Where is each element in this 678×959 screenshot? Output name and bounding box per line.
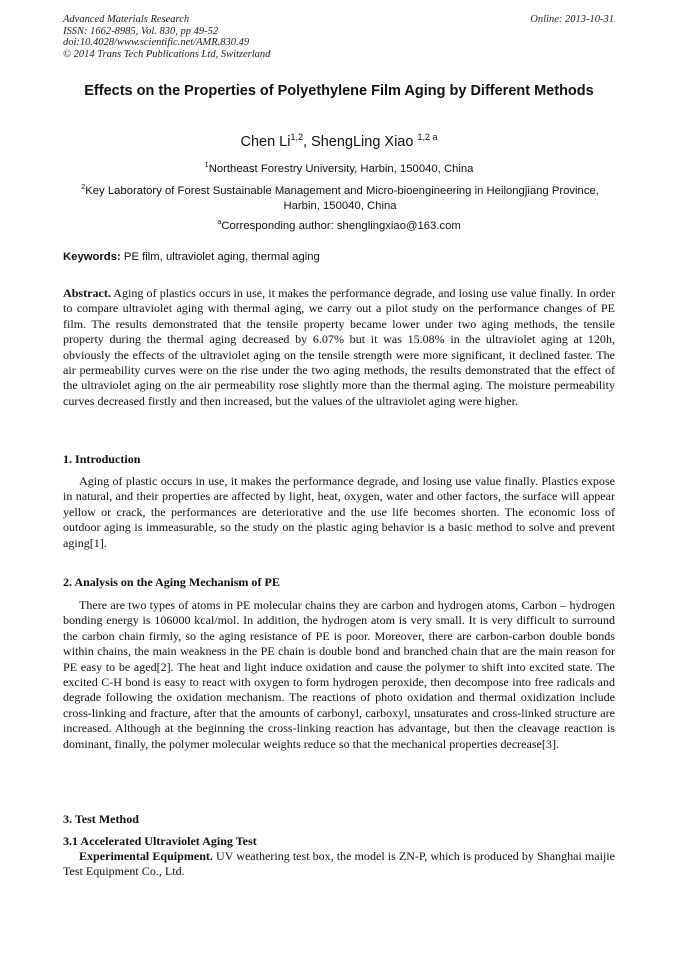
affiliation-mark: 1 [204,160,209,169]
corresponding-text: Corresponding author: shenglingxiao@163.com [221,220,461,232]
section-text-mechanism: There are two types of atoms in PE molecular chains they are carbon and hydrogen atoms, Carbon – hydrogen bonding energy is 106000 kcal/mol. In addition, the hydrogen atom is very small. It is very difficult to surround the carbon chain firmly, so the aging resistance of PE is poor. Moreover, there are carbon-carbon double bonds within chains, the main weakness in the PE chain is double bond and branched chain that are the main reason for PE easy to be aged[2]. The heat and light induce oxidation and cause the polymer to shift into excited state. The excited C-H bond is easy to react with oxygen to form hydrogen peroxide, then decompose into free radicals and degrade following the oxidation mechanism. The reactions of photo oxidation and thermal oxidization include cross-linking and fracture, after that the amounts of carbonyl, carboxyl, unsaturates and cross-linked structure are increased. Although at the beginning the cross-linking reaction has advantage, but then the cleavage reaction is dominant, finally, the polymer molecular weights reduce so that the mechanical properties decrease[3]. [63,598,615,751]
equipment-text: UV weathering test box, the model is ZN-P, which is produced by Shanghai maijie Test Equipment Co., Ltd. [63,849,615,879]
abstract-label: Abstract. [63,286,111,300]
online-date: Online: 2013-10-31 [530,14,614,25]
author-affiliation-mark: 1,2 [290,132,303,142]
section-text-introduction: Aging of plastic occurs in use, it makes the performance degrade, and losing use value finally. Plastics expose in natural, and their properties are affected by light, heat, oxygen, water and other factors, the surface will appear yellow or crack, the performances are deteriorative and the use life becomes shorten. The economic loss of outdoor aging is immeasurable, so the study on the plastic aging behavior is a basic method to solve and prevent aging[1]. [63,474,615,550]
keywords [63,251,320,263]
equipment-paragraph [63,849,615,880]
section-heading-mechanism: 2. Analysis on the Aging Mechanism of PE [63,575,280,589]
equipment-label: Experimental Equipment. [79,849,213,863]
subsection-heading-uv-aging: 3.1 Accelerated Ultraviolet Aging Test [63,834,257,848]
keywords-label: Keywords: [63,251,121,263]
author-affiliation-mark: 1,2 a [417,132,438,142]
affiliation-mark: 2 [81,182,86,191]
corresponding-author [63,214,615,234]
author-separator: , [302,134,312,150]
abstract [63,286,615,409]
affiliation-text: Key Laboratory of Forest Sustainable Management and Micro-bioengineering in Heilongjiang Province, Harbin, 150040, China [85,185,599,212]
corresponding-mark: a [217,217,222,226]
affiliation-2 [78,179,602,214]
author-line [63,132,615,150]
author-name: ShengLing Xiao [311,134,418,150]
journal-doi: doi:10.4028/www.scientific.net/AMR.830.49 [63,37,250,49]
journal-name: Advanced Materials Research [63,14,190,25]
abstract-text: Aging of plastics occurs in use, it makes the performance degrade, and losing use value finally. In order to compare ultraviolet aging with thermal aging, we carry out a pilot study on the performance changes of PE film. The results demonstrated that the tensile property became lower under two aging methods, the tensile property during the thermal aging decreased by 6.07% but it was 15.08% in the ultraviolet aging at 120h, obviously the effects of the ultraviolet aging on the tensile strength were more significant, it declined faster. The air permeability curves were on the rise under the two aging methods, the results demonstrated that the effect of the ultraviolet aging on the air permeability rose slightly more than the thermal aging. The moisture permeability curves decreased firstly and then increased, but the values of the ultraviolet aging were higher. [63,286,615,408]
section-heading-introduction: 1. Introduction [63,452,141,466]
affiliation-text: Northeast Forestry University, Harbin, 150040, China [208,163,474,175]
journal-copyright: © 2014 Trans Tech Publications Ltd, Switzerland [63,48,271,60]
keywords-text: PE film, ultraviolet aging, thermal aging [120,251,320,263]
affiliation-1 [63,157,615,177]
author-name: Chen Li [240,134,291,150]
section-heading-test-method: 3. Test Method [63,812,139,826]
journal-issn: ISSN: 1662-8985, Vol. 830, pp 49-52 [63,25,219,37]
journal-header [63,14,270,60]
paper-title: Effects on the Properties of Polyethylene Film Aging by Different Methods [84,83,594,99]
